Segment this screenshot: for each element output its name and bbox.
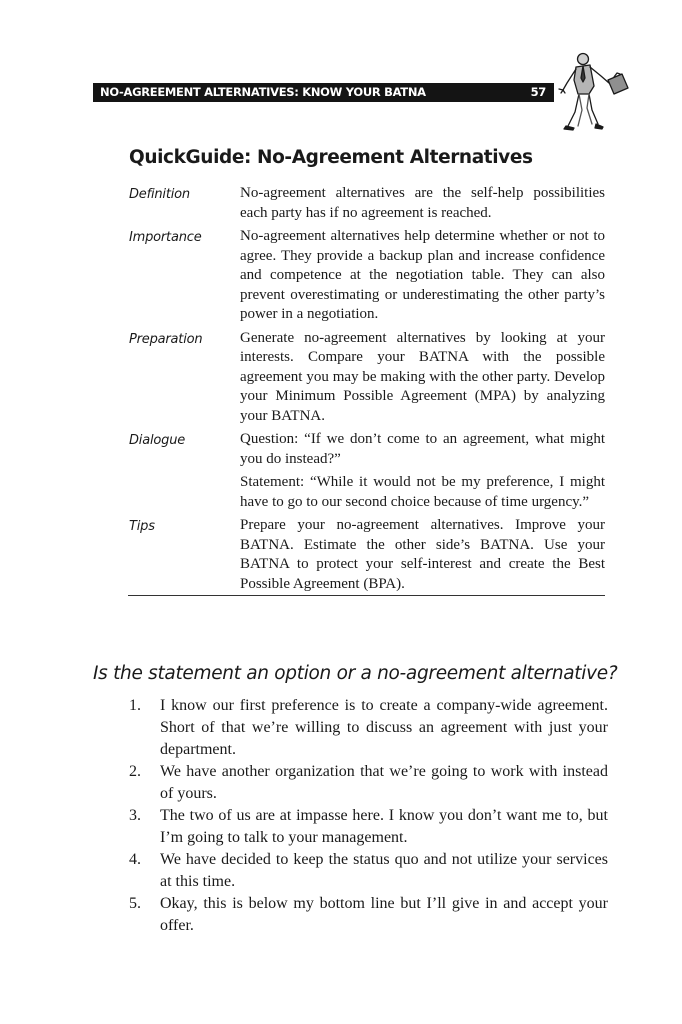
list-item [129,805,608,849]
quickguide-table [129,184,605,594]
item-text: We have another organization that we’re going to work with instead of yours. [160,763,608,802]
businessman-with-briefcase-icon [556,50,638,134]
guide-row-dialogue [129,430,605,512]
exercise-list [129,695,608,937]
guide-bottom-rule [128,595,605,596]
list-item [129,849,608,893]
guide-paragraph: Question: “If we don’t come to an agreement, what might you do instead?” [240,431,605,467]
running-title: NO-AGREEMENT ALTERNATIVES: KNOW YOUR BATNA [100,85,426,99]
item-number: 2. [129,763,141,780]
guide-paragraph: Generate no-agreement alternatives by looking at your interests. Compare your BATNA with the possible agreement you may be making with the other party. Develop your Minimum Possible Agreement (MPA) by analyzing your BATNA. [240,329,605,424]
guide-row-definition [129,184,605,223]
page-number: 57 [530,85,546,99]
list-item [129,761,608,805]
quickguide-title: QuickGuide: No-Agreement Alternatives [129,147,533,168]
guide-row-importance [129,227,605,325]
list-item [129,893,608,937]
item-text: The two of us are at impasse here. I know you don’t want me to, but I’m going to talk to your management. [160,807,608,846]
item-text: Okay, this is below my bottom line but I’ll give in and accept your offer. [160,895,608,934]
guide-row-preparation [129,329,605,427]
guide-term: Importance [129,230,202,245]
guide-paragraph: No-agreement alternatives are the self-help possibilities each party has if no agreement is reached. [240,185,605,221]
guide-paragraph: No-agreement alternatives help determine whether or not to agree. They provide a backup plan and increase confidence and competence at the negotiation table. They can also prevent overestimating or underestimating the other party’s power in a negotiation. [240,228,605,322]
item-number: 3. [129,807,141,824]
guide-term: Tips [129,519,155,534]
guide-definition [240,430,605,512]
guide-paragraph: Statement: “While it would not be my preference, I might have to go to our second choice because of time urgency.” [240,474,605,510]
item-number: 1. [129,697,141,714]
guide-row-tips [129,516,605,594]
item-number: 4. [129,851,141,868]
item-text: I know our first preference is to create a company-wide agreement. Short of that we’re willing to discuss an agreement with just your department. [160,697,608,758]
guide-definition [240,329,605,427]
list-item [129,695,608,761]
exercise-question: Is the statement an option or a no-agreement alternative? [93,663,618,684]
item-text: We have decided to keep the status quo and not utilize your services at this time. [160,851,608,890]
item-number: 5. [129,895,141,912]
guide-definition [240,227,605,325]
businessman-illustration [556,50,638,134]
guide-definition [240,184,605,223]
guide-paragraph: Prepare your no-agreement alternatives. Improve your BATNA. Estimate the other side’s BATNA. Use your BATNA to protect your self-interest and create the Best Possible Agreement (BPA). [240,517,605,592]
guide-term: Preparation [129,331,203,347]
running-header [93,83,554,102]
guide-definition [240,516,605,594]
guide-term: Dialogue [129,433,186,448]
guide-term: Definition [129,187,190,202]
